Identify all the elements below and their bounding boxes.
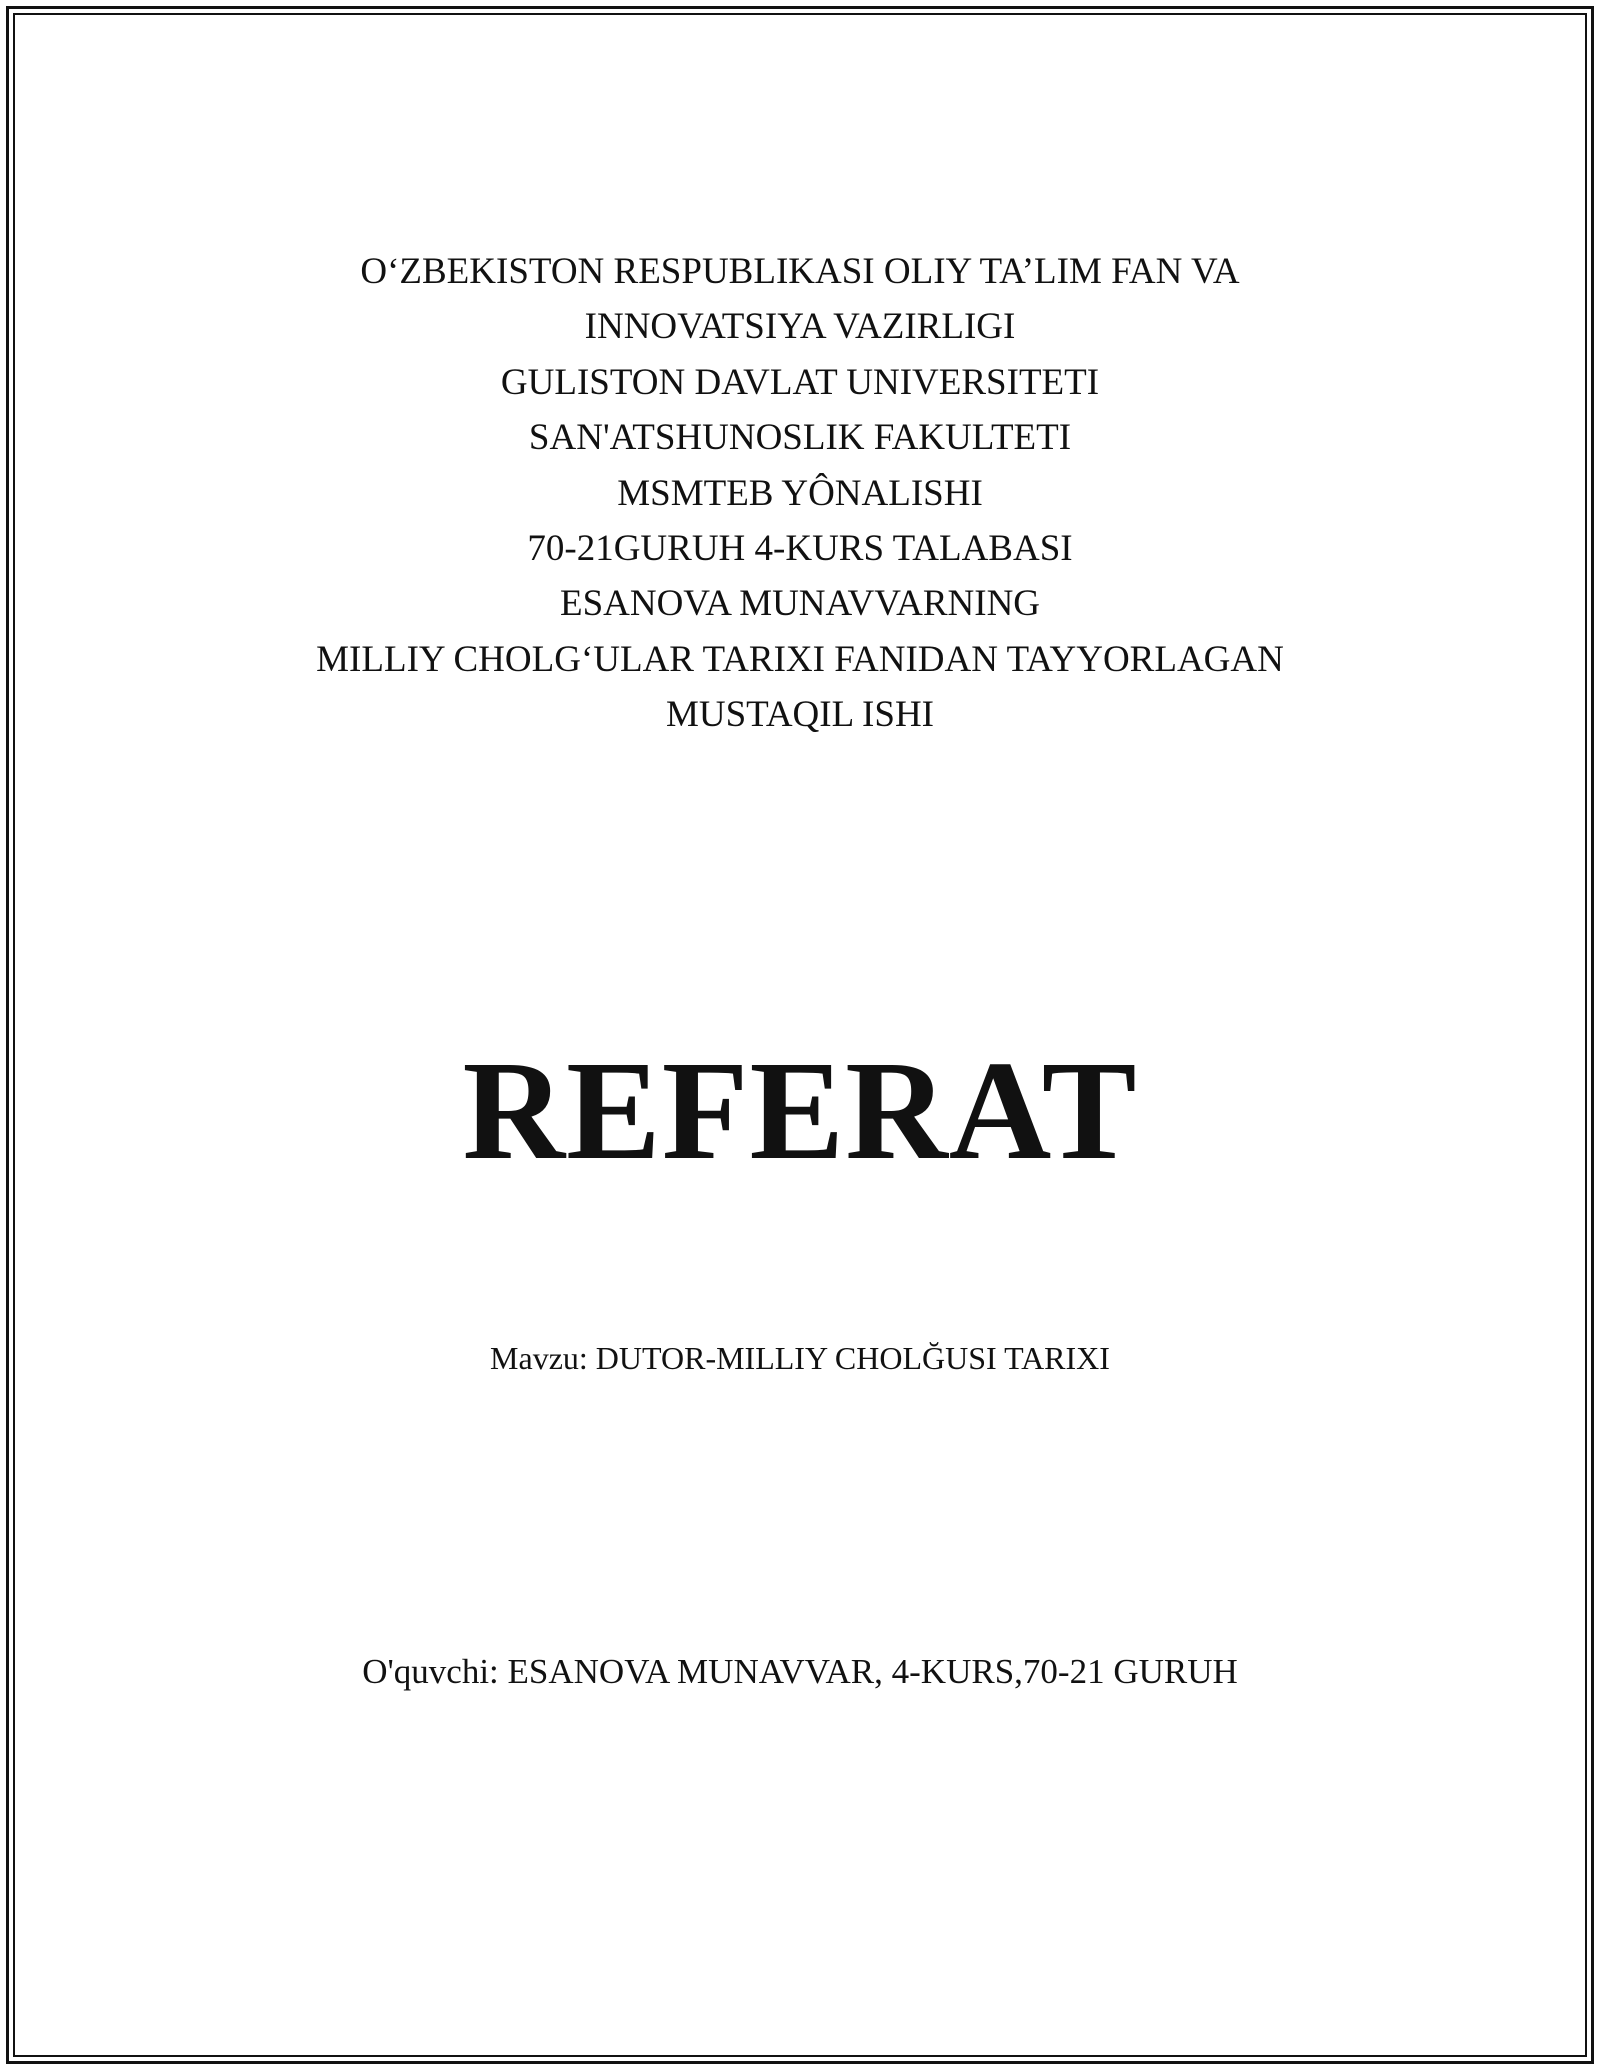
institution-header	[0, 244, 1600, 743]
header-line-ministry-1: O‘ZBEKISTON RESPUBLIKASI OLIY TA’LIM FAN VA	[360, 251, 1240, 292]
header-line-subject: MILLIY CHOLG‘ULAR TARIXI FANIDAN TAYYORLAGAN	[316, 638, 1284, 680]
header-line-university: GULISTON DAVLAT UNIVERSITETI	[500, 361, 1100, 403]
header-line-direction: MSMTEB YÔNALISHI	[617, 472, 983, 514]
student-line: O'quvchi: ESANOVA MUNAVVAR, 4-KURS,70-21 GURUH	[362, 1652, 1238, 1691]
header-line-group: 70-21GURUH 4-KURS TALABASI	[527, 528, 1073, 570]
header-line-faculty: SAN'ATSHUNOSLIK FAKULTETI	[528, 417, 1072, 459]
header-line-work-type: MUSTAQIL ISHI	[665, 694, 934, 736]
header-line-ministry-2: INNOVATSIYA VAZIRLIGI	[584, 306, 1016, 348]
topic-line: Mavzu: DUTOR-MILLIY CHOLĞUSI TARIXI	[490, 1340, 1110, 1376]
header-line-author: ESANOVA MUNAVVARNING	[559, 583, 1041, 625]
document-title: REFERAT	[462, 1031, 1138, 1189]
